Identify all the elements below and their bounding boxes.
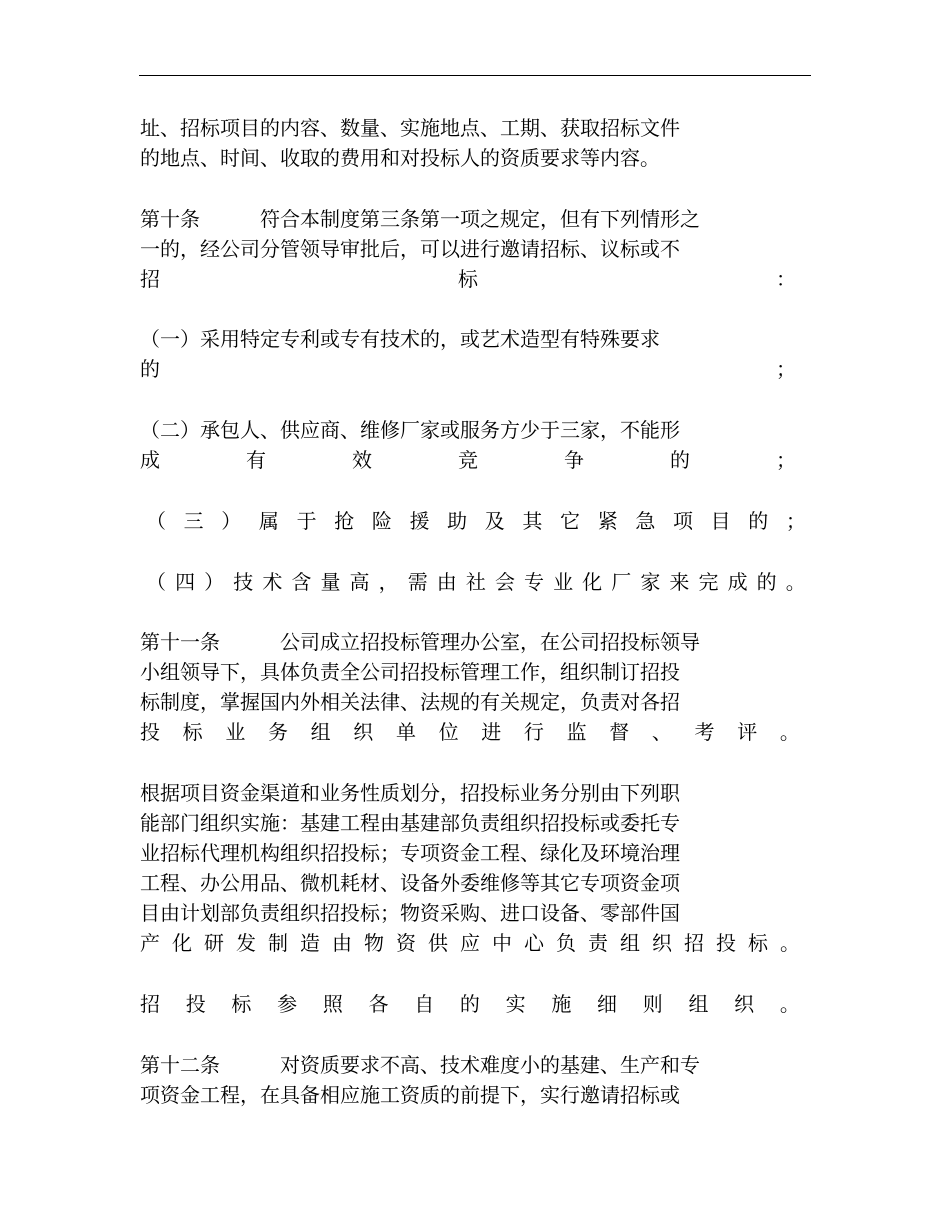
text-char: 完 bbox=[698, 570, 719, 594]
text-char: 的 bbox=[459, 992, 480, 1016]
text-char: 组 bbox=[620, 931, 640, 955]
article-10-line bbox=[140, 204, 700, 234]
text-char: 制 bbox=[268, 931, 288, 955]
text-char: 织 bbox=[734, 992, 755, 1016]
text-char: 项 bbox=[672, 509, 693, 533]
text-char: 社 bbox=[465, 570, 486, 594]
text-line: 业招标代理机构组织招投标；专项资金工程、绿化及环境治理 bbox=[140, 841, 680, 865]
text-char: 的 bbox=[670, 448, 690, 472]
text-char: 标 bbox=[748, 931, 768, 955]
text-char: ） bbox=[204, 570, 225, 594]
text-char: 急 bbox=[635, 509, 656, 533]
header-rule bbox=[139, 75, 811, 76]
text-char: 心 bbox=[524, 931, 544, 955]
text-char: 有 bbox=[246, 448, 266, 472]
text-char: 进 bbox=[481, 720, 502, 744]
text-char: 。 bbox=[780, 931, 800, 955]
text-line: 小组领导下，具体负责全公司招投标管理工作，组织制订招投 bbox=[140, 660, 680, 684]
spread-line bbox=[146, 506, 806, 536]
spread-line bbox=[140, 989, 800, 1019]
text-char: 由 bbox=[332, 931, 352, 955]
text-char: 的 bbox=[756, 570, 777, 594]
text-char: 资 bbox=[396, 931, 416, 955]
text-char: 施 bbox=[551, 992, 572, 1016]
text-char: 标 bbox=[458, 267, 478, 291]
text-char: 造 bbox=[300, 931, 320, 955]
text-char: 发 bbox=[236, 931, 256, 955]
text-char: 专 bbox=[524, 570, 545, 594]
text-char: 含 bbox=[291, 570, 312, 594]
text-char: 责 bbox=[588, 931, 608, 955]
text-char: ； bbox=[776, 448, 796, 472]
text-segment: 公司成立招投标管理办公室，在公司招投标领导 bbox=[280, 630, 700, 654]
article-11-line bbox=[140, 627, 700, 657]
text-char: 自 bbox=[414, 992, 435, 1016]
text-char: 实 bbox=[505, 992, 526, 1016]
text-char: 单 bbox=[395, 720, 416, 744]
text-char: 的 bbox=[140, 357, 160, 381]
text-char: ， bbox=[378, 570, 399, 594]
text-line: 能部门组织实施：基建工程由基建部负责组织招投标或委托专 bbox=[140, 811, 680, 835]
text-char: 织 bbox=[652, 931, 672, 955]
text-char: 应 bbox=[460, 931, 480, 955]
text-char: 中 bbox=[492, 931, 512, 955]
text-char: 于 bbox=[296, 509, 317, 533]
text-char: 投 bbox=[140, 720, 160, 744]
spread-line bbox=[140, 717, 800, 747]
text-line: （二）承包人、供应商、维修厂家或服务方少于三家，不能形 bbox=[140, 418, 680, 442]
text-char: 负 bbox=[556, 931, 576, 955]
text-char: 监 bbox=[566, 720, 587, 744]
text-char: 招 bbox=[140, 267, 160, 291]
text-char: 技 bbox=[233, 570, 254, 594]
text-line: 的地点、时间、收取的费用和对投标人的资质要求等内容。 bbox=[140, 146, 660, 170]
text-char: 则 bbox=[642, 992, 663, 1016]
text-char: 争 bbox=[564, 448, 584, 472]
text-char: 位 bbox=[438, 720, 459, 744]
text-char: 三 bbox=[183, 509, 204, 533]
text-char: 。 bbox=[785, 570, 806, 594]
text-line: 址、招标项目的内容、数量、实施地点、工期、获取招标文件 bbox=[140, 116, 680, 140]
text-char: 行 bbox=[523, 720, 544, 744]
text-segment: 符合本制度第三条第一项之规定，但有下列情形之 bbox=[260, 207, 700, 231]
text-segment: 对资质要求不高、技术难度小的基建、生产和专 bbox=[280, 1053, 700, 1077]
text-char: 效 bbox=[352, 448, 372, 472]
text-char: 业 bbox=[225, 720, 246, 744]
article-10-heading: 第十条 bbox=[140, 207, 200, 231]
text-char: ； bbox=[785, 509, 806, 533]
text-char: 务 bbox=[267, 720, 288, 744]
text-char: 紧 bbox=[597, 509, 618, 533]
spread-line bbox=[140, 264, 796, 294]
text-char: 它 bbox=[560, 509, 581, 533]
text-char: ） bbox=[221, 509, 242, 533]
text-char: 考 bbox=[694, 720, 715, 744]
text-char: 参 bbox=[277, 992, 298, 1016]
text-char: 。 bbox=[779, 992, 800, 1016]
text-char: 量 bbox=[320, 570, 341, 594]
text-char: 产 bbox=[140, 931, 160, 955]
text-char: 成 bbox=[727, 570, 748, 594]
text-char: 业 bbox=[553, 570, 574, 594]
text-char: 竞 bbox=[458, 448, 478, 472]
text-char: 其 bbox=[522, 509, 543, 533]
text-char: 术 bbox=[262, 570, 283, 594]
spread-line bbox=[140, 445, 796, 475]
text-char: 照 bbox=[322, 992, 343, 1016]
text-char: 来 bbox=[669, 570, 690, 594]
spread-line bbox=[140, 354, 796, 384]
text-char: 由 bbox=[436, 570, 457, 594]
text-char: 投 bbox=[716, 931, 736, 955]
text-char: 化 bbox=[582, 570, 603, 594]
text-char: 目 bbox=[710, 509, 731, 533]
text-char: 的 bbox=[748, 509, 769, 533]
text-char: 细 bbox=[597, 992, 618, 1016]
text-char: ； bbox=[776, 357, 796, 381]
text-char: 织 bbox=[353, 720, 374, 744]
text-char: （ bbox=[146, 509, 166, 533]
text-char: 援 bbox=[409, 509, 430, 533]
text-char: 家 bbox=[640, 570, 661, 594]
text-char: 会 bbox=[494, 570, 515, 594]
text-char: 成 bbox=[140, 448, 160, 472]
text-char: 需 bbox=[407, 570, 428, 594]
text-char: 化 bbox=[172, 931, 192, 955]
text-line: 一的，经公司分管领导审批后，可以进行邀请招标、议标或不 bbox=[140, 237, 680, 261]
text-char: 四 bbox=[175, 570, 196, 594]
text-char: 、 bbox=[651, 720, 672, 744]
text-char: 各 bbox=[368, 992, 389, 1016]
text-char: 。 bbox=[779, 720, 800, 744]
text-char: 厂 bbox=[611, 570, 632, 594]
text-char: ： bbox=[776, 267, 796, 291]
text-char: 评 bbox=[737, 720, 758, 744]
text-line: 工程、办公用品、微机耗材、设备外委维修等其它专项资金项 bbox=[140, 871, 680, 895]
text-char: 高 bbox=[349, 570, 370, 594]
text-line: 目由计划部负责组织招投标；物资采购、进口设备、零部件国 bbox=[140, 901, 680, 925]
spread-line bbox=[146, 567, 806, 597]
text-char: 及 bbox=[484, 509, 505, 533]
article-11-heading: 第十一条 bbox=[140, 630, 220, 654]
text-line: 根据项目资金渠道和业务性质划分，招投标业务分别由下列职 bbox=[140, 781, 680, 805]
text-line: 标制度，掌握国内外相关法律、法规的有关规定，负责对各招 bbox=[140, 690, 680, 714]
text-char: 物 bbox=[364, 931, 384, 955]
text-char: 组 bbox=[310, 720, 331, 744]
text-char: （ bbox=[146, 570, 166, 594]
text-char: 招 bbox=[684, 931, 704, 955]
text-char: 供 bbox=[428, 931, 448, 955]
text-char: 标 bbox=[182, 720, 203, 744]
text-line: （一）采用特定专利或专有技术的，或艺术造型有特殊要求 bbox=[140, 327, 660, 351]
text-char: 招 bbox=[140, 992, 160, 1016]
text-char: 研 bbox=[204, 931, 224, 955]
text-char: 属 bbox=[258, 509, 279, 533]
spread-line bbox=[140, 928, 800, 958]
text-char: 组 bbox=[688, 992, 709, 1016]
article-12-line bbox=[140, 1050, 700, 1080]
article-12-heading: 第十二条 bbox=[140, 1053, 220, 1077]
text-char: 督 bbox=[609, 720, 630, 744]
text-char: 标 bbox=[231, 992, 252, 1016]
text-char: 险 bbox=[371, 509, 392, 533]
text-char: 投 bbox=[185, 992, 206, 1016]
text-line: 项资金工程，在具备相应施工资质的前提下，实行邀请招标或 bbox=[140, 1083, 680, 1107]
text-char: 抢 bbox=[334, 509, 355, 533]
text-char: 助 bbox=[447, 509, 468, 533]
